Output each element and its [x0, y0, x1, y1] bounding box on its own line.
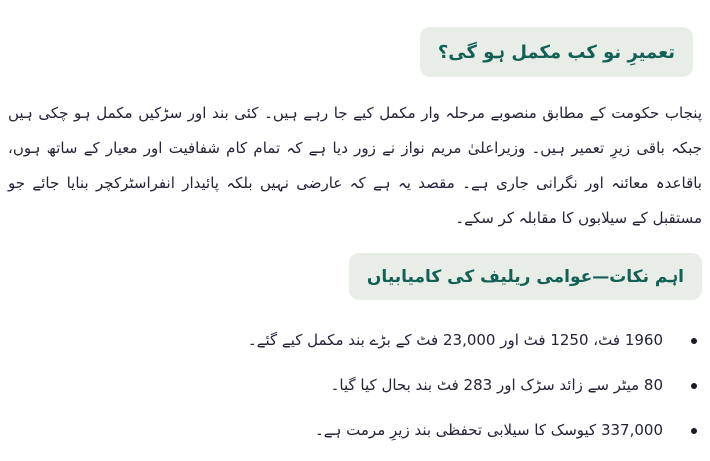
list-item	[8, 371, 697, 400]
key-points-list	[8, 326, 697, 461]
list-item-text: 337,000 کیوسک کا سیلابی تحفظی بند زیرِ مرمت ہے۔	[315, 421, 663, 439]
bullet-icon	[691, 428, 697, 434]
key-points-heading-badge	[349, 253, 702, 300]
list-item	[8, 416, 697, 445]
reconstruction-heading-label: تعمیرِ نو کب مکمل ہو گی؟	[437, 41, 675, 63]
list-item-text: 1960 فٹ، 1250 فٹ اور 23,000 فٹ کے بڑے بند مکمل کیے گئے۔	[247, 331, 663, 349]
list-item-text: 80 میٹر سے زائد سڑک اور 283 فٹ بند بحال کیا گیا۔	[330, 376, 663, 394]
reconstruction-paragraph: پنجاب حکومت کے مطابق منصوبے مرحلہ وار مکمل کیے جا رہے ہیں۔ کئی بند اور سڑکیں مکمل ہو چکی ہیں جبکہ باقی زیرِ تعمیر ہیں۔ وزیراعلیٰ مریم نواز نے زور دیا ہے کہ تمام کام شفافیت اور معیار کے ساتھ ہوں، باقاعدہ معائنہ اور نگرانی جاری ہے۔ مقصد یہ ہے کہ عارضی نہیں بلکہ پائیدار انفراسٹرکچر بنایا جائے جو مستقبل کے سیلابوں کا مقابلہ کر سکے۔	[8, 104, 702, 227]
bullet-icon	[691, 338, 697, 344]
key-points-heading-label: اہم نکات—عوامی ریلیف کی کامیابیاں	[366, 267, 684, 287]
list-item	[8, 326, 697, 355]
bullet-icon	[691, 383, 697, 389]
reconstruction-heading-badge	[420, 27, 693, 77]
